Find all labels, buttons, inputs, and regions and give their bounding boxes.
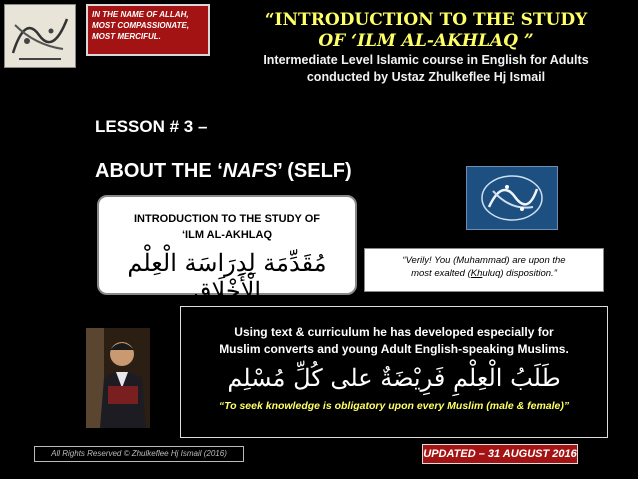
curriculum-box <box>180 306 608 438</box>
intro-arabic: مُقَدِّمَة لِدِرَاسَة الْعِلْم الْأَخْلَاق <box>127 249 327 305</box>
verse-line-2 <box>365 267 603 280</box>
calligraphy-image <box>466 166 558 230</box>
verse-text: most exalted ( <box>411 268 471 279</box>
curriculum-line-2: Muslim converts and young Adult English-speaking Muslims. <box>219 342 569 356</box>
lesson-topic <box>95 160 352 183</box>
verse-underlined: Kh <box>470 268 483 279</box>
intro-box <box>97 195 357 305</box>
intro-line-2: ‘ILM AL-AKHLAQ <box>181 229 273 241</box>
updated-badge: UPDATED – 31 AUGUST 2016 <box>422 444 578 464</box>
topic-italic: NAFS <box>222 160 278 182</box>
ustaz-photo <box>86 328 150 428</box>
curriculum-line-1: Using text & curriculum he has developed especially for <box>234 325 554 339</box>
subtitle <box>214 52 638 86</box>
verse-line-1: “Verily! You (Muhammad) are upon the <box>402 255 566 266</box>
title-line-1: “INTRODUCTION TO THE STUDY <box>264 10 588 30</box>
name-of-allah-box: IN THE NAME OF ALLAH, MOST COMPASSIONATE, MOST MERCIFUL. <box>86 4 210 56</box>
topic-suffix: ’ (SELF) <box>277 160 352 182</box>
subtitle-line-1: Intermediate Level Islamic course in English for Adults <box>263 53 589 67</box>
title-line-2: OF ‘ILM AL-AKHLAQ ” <box>318 31 534 51</box>
verse-box <box>364 248 604 292</box>
verse-text-end: uluq) disposition.” <box>482 268 557 279</box>
hadith-arabic: طَلَبُ الْعِلْمِ فَرِيْضَةٌ على كُلِّ مُسْلِم <box>227 364 561 392</box>
topic-prefix: ABOUT THE ‘ <box>95 160 223 182</box>
hadith-quote: “To seek knowledge is obligatory upon every Muslim (male & female)” <box>218 400 570 412</box>
copyright-notice: All Rights Reserved © Zhulkeflee Hj Ismail (2016) <box>34 446 244 462</box>
bismillah-calligraphy-logo <box>4 4 76 68</box>
lesson-number: LESSON # 3 – <box>95 117 208 136</box>
intro-line-1: INTRODUCTION TO THE STUDY OF <box>134 213 320 225</box>
subtitle-line-2: conducted by Ustaz Zhulkeflee Hj Ismail <box>306 70 546 84</box>
page-title <box>218 10 634 52</box>
